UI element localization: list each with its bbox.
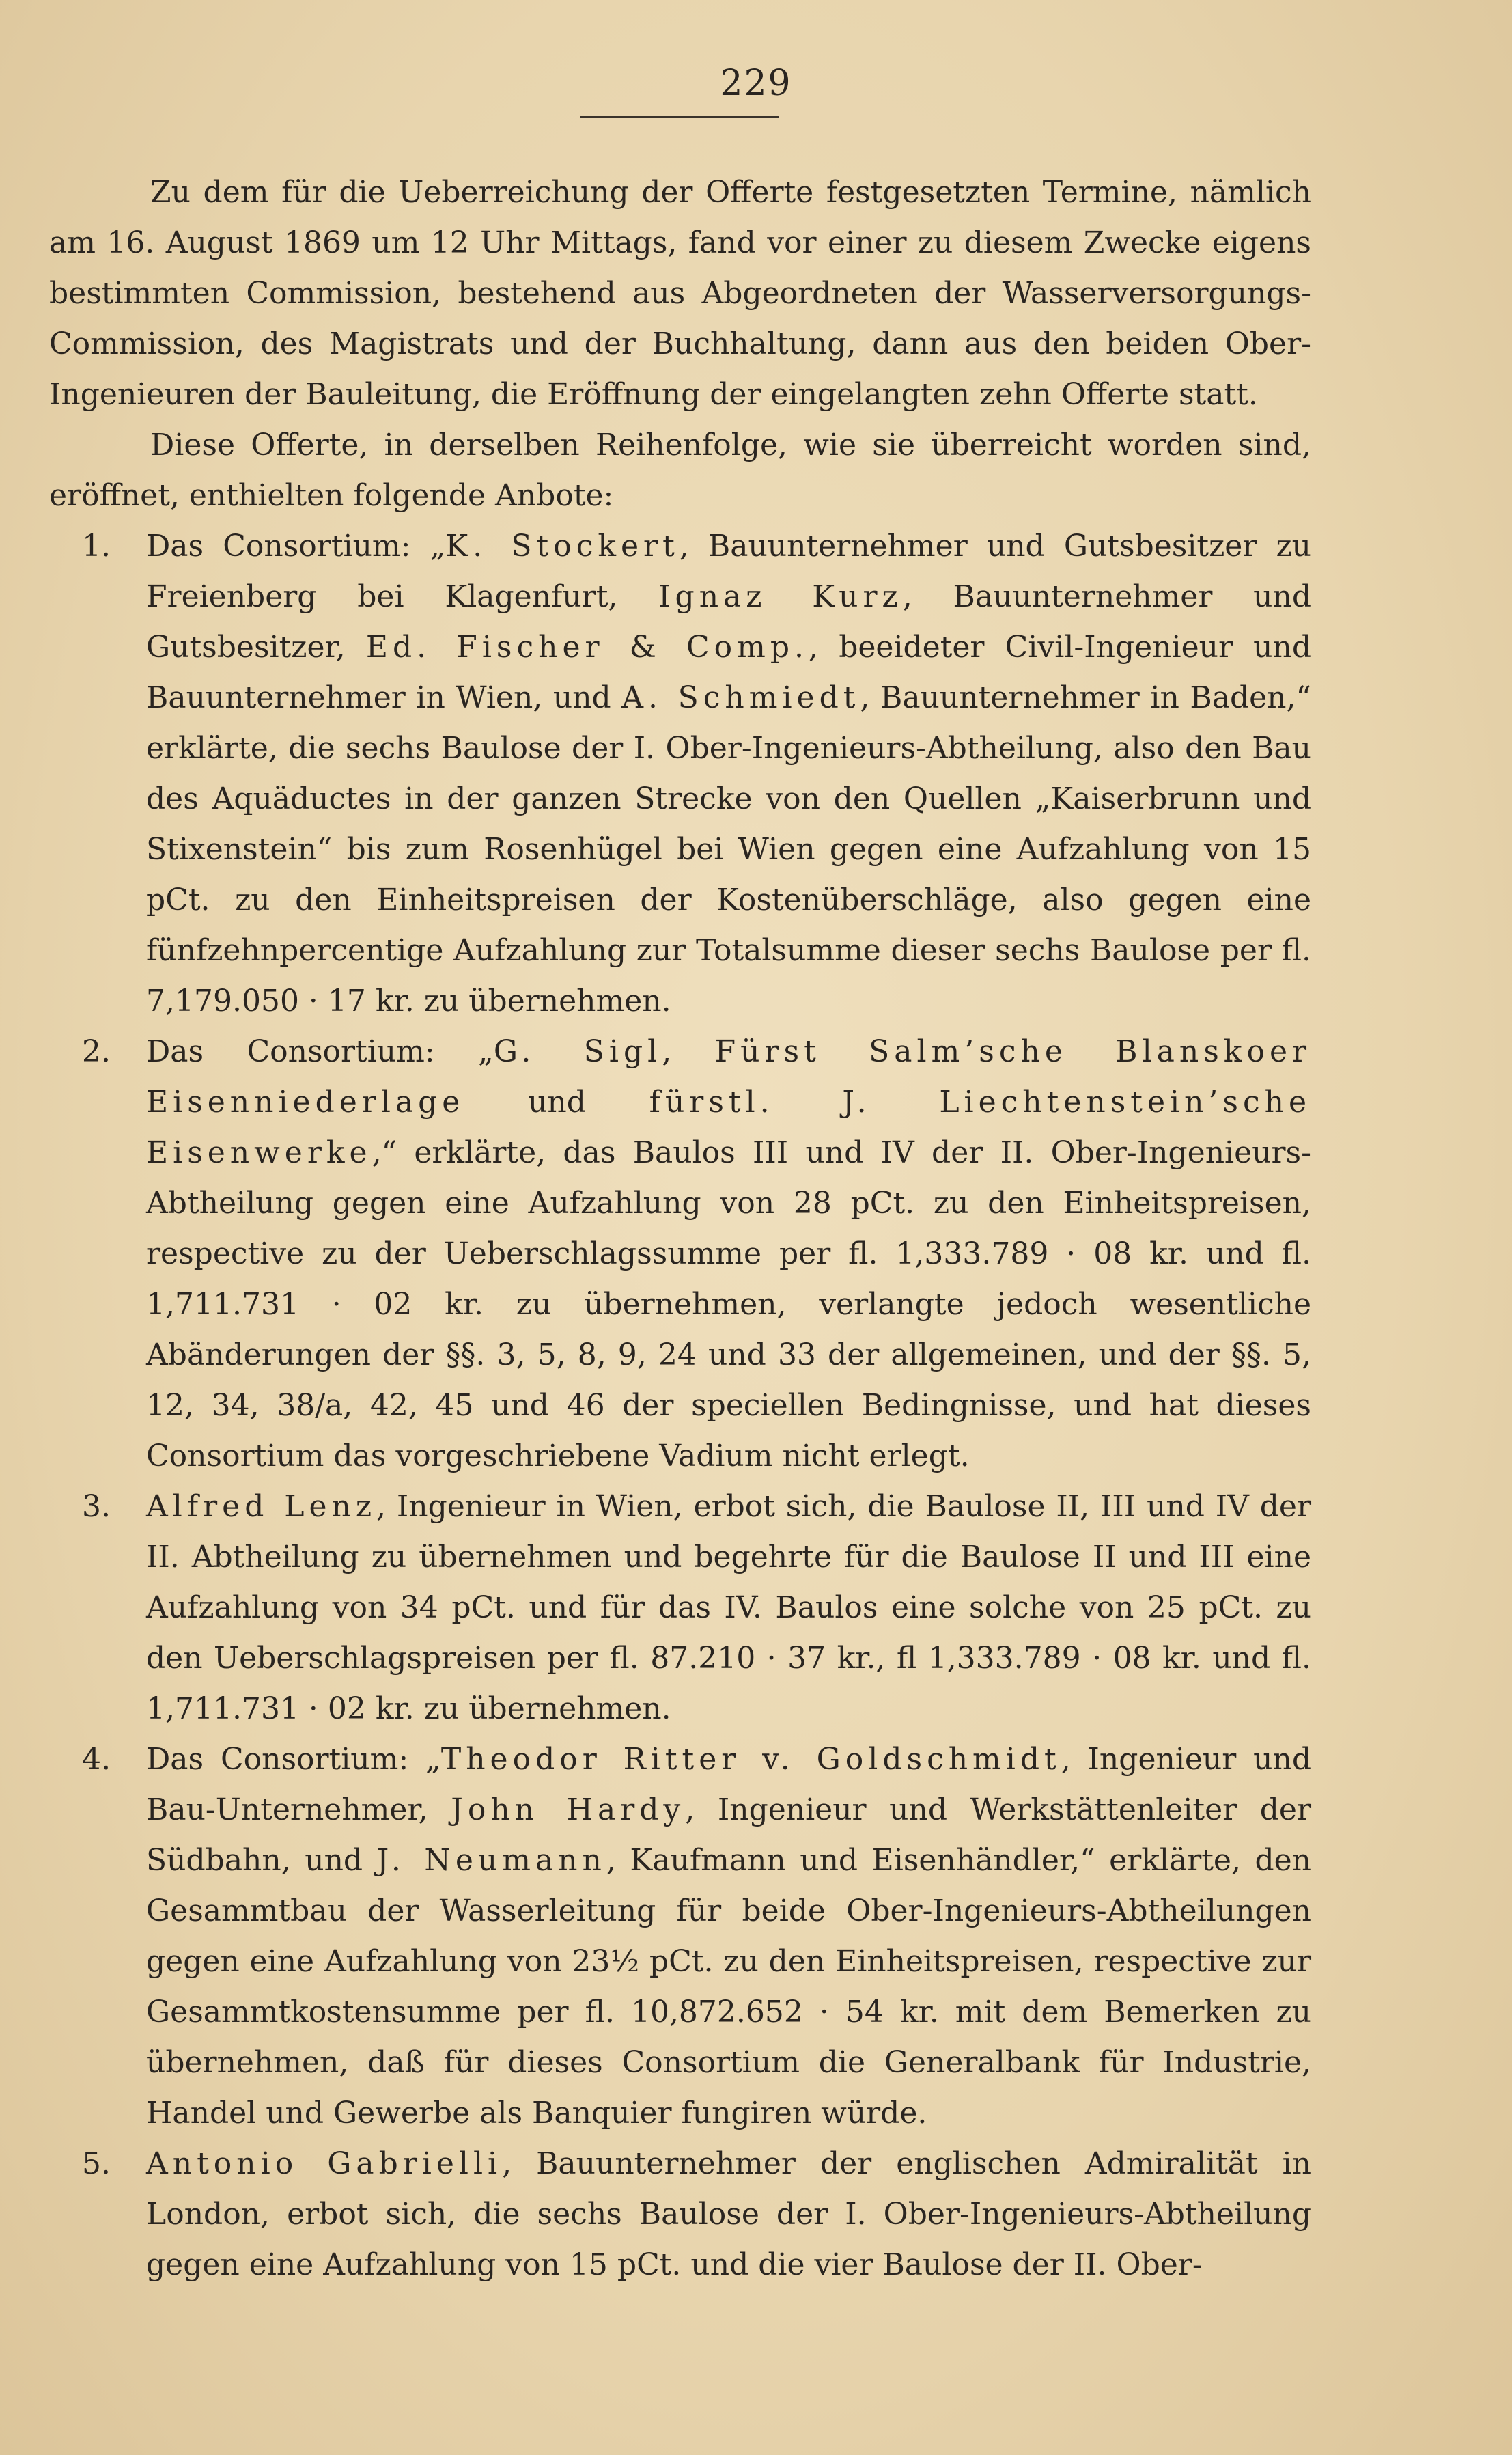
item-text: Das Consortium: „ <box>146 1742 441 1777</box>
item-text: , Ingenieur und Werkstättenleiter der Südbahn, und <box>146 1792 1311 1878</box>
item-number: 3. <box>82 1489 111 1524</box>
item-number: 2. <box>82 1034 111 1069</box>
offer-item <box>49 1482 1311 1734</box>
paragraph: Diese Offerte, in derselben Reihenfolge, wie sie überreicht worden sind, eröffnet, enthielten folgende Anbote: <box>49 428 1311 513</box>
item-text: ,“ erklärte, das Baulos III und IV der II. Ober-Ingenieurs-Abtheilung gegen eine Aufzahlung von 28 pCt. zu den Einheitspreisen, respective zu der Ueberschlagssumme per fl. 1,333.789 · 08 kr. und fl. 1,711.731 · 02 kr. zu übernehmen, verlangte jedoch wesentliche Abänderungen der §§. 3, 5, 8, 9, 24 und 33 der allgemeinen, und der §§. 5, 12, 34, 38/a, 42, 45 und 46 der speciellen Bedingnisse, und hat dieses Consortium das vorgeschriebene Vadium nicht erlegt. <box>146 1135 1311 1473</box>
item-text: und <box>464 1085 649 1120</box>
item-text: , <box>662 1034 715 1069</box>
spaced-name: K. Stockert <box>445 529 680 564</box>
item-text: Das Consortium: „ <box>146 1034 494 1069</box>
header-rule <box>580 116 779 118</box>
item-number: 4. <box>82 1742 111 1777</box>
item-text: , Ingenieur und Bau-Unternehmer, <box>146 1742 1312 1827</box>
page-number: 229 <box>720 63 792 104</box>
paragraph: Zu dem für die Ueberreichung der Offerte festgesetzten Termine, nämlich am 16. August 1869 um 12 Uhr Mittags, fand vor einer zu diesem Zwecke eigens bestimmten Commission, bestehend aus Abgeordneten der Wasserversorgungs-Commission, des Magistrats und der Buchhaltung, dann aus den beiden Ober-Ingenieuren der Bauleitung, die Eröffnung der eingelangten zehn Offerte statt. <box>49 175 1311 412</box>
item-text: , Kaufmann und Eisenhändler,“ erklärte, den Gesammtbau der Wasserleitung für beide Ober-Ingenieurs-Abtheilungen gegen eine Aufzahlung von 23½ pCt. zu den Einheitspreisen, respective zur Gesammtkostensumme per fl. 10,872.652 · 54 kr. mit dem Bemerken zu übernehmen, daß für dieses Consortium die Generalbank für Industrie, Handel und Gewerbe als Banquier fungiren würde. <box>146 1843 1312 2131</box>
offer-item <box>49 521 1311 1027</box>
spaced-name: fürstl. J. Liechtenstein’sche Eisenwerke <box>146 1085 1311 1170</box>
spaced-name: J. Neumann <box>376 1843 606 1878</box>
item-text: , Bauunternehmer der englischen Admiralität in London, erbot sich, die sechs Baulose der I. Ober-Ingenieurs-Abtheilung gegen eine Aufzahlung von 15 pCt. und die vier Baulose der II. Ober- <box>146 2146 1311 2282</box>
item-text: Das Consortium: „ <box>146 529 446 564</box>
spaced-name: Ed. Fischer & Comp. <box>365 630 809 665</box>
spaced-name: A. Schmiedt <box>621 680 860 715</box>
item-text: , Ingenieur in Wien, erbot sich, die Baulose II, III und IV der II. Abtheilung zu übernehmen und begehrte für die Baulose II und III eine Aufzahlung von 34 pCt. und für das IV. Baulos eine solche von 25 pCt. zu den Ueberschlagspreisen per fl. 87.210 · 37 kr., fl 1,333.789 · 08 kr. und fl. 1,711.731 · 02 kr. zu übernehmen. <box>146 1489 1312 1726</box>
item-text: , Bauunternehmer und Gutsbesitzer, <box>146 579 1311 665</box>
item-number: 1. <box>82 529 111 564</box>
spaced-name: Alfred Lenz <box>146 1489 377 1524</box>
spaced-name: Theodor Ritter v. Goldschmidt <box>440 1742 1061 1777</box>
offer-item <box>49 1027 1311 1482</box>
item-number: 5. <box>82 2146 111 2181</box>
spaced-name: Ignaz Kurz <box>658 579 903 614</box>
offer-list <box>49 521 1311 2290</box>
body-text <box>49 167 1311 2290</box>
item-text: , beeideter Civil-Ingenieur und Bauunternehmer in Wien, und <box>146 630 1311 715</box>
spaced-name: Antonio Gabrielli <box>146 2146 503 2181</box>
item-text: , Bauunternehmer und Gutsbesitzer zu Freienberg bei Klagenfurt, <box>146 529 1312 614</box>
spaced-name: G. Sigl <box>493 1034 662 1069</box>
item-text: , Bauunternehmer in Baden,“ erklärte, die sechs Baulose der I. Ober-Ingenieurs-Abtheilung, also den Bau des Aquäductes in der ganzen Strecke von den Quellen „Kaiserbrunn und Stixenstein“ bis zum Rosenhügel bei Wien gegen eine Aufzahlung von 15 pCt. zu den Einheitspreisen der Kostenüberschläge, also gegen eine fünfzehnpercentige Aufzahlung zur Totalsumme dieser sechs Baulose per fl. 7,179.050 · 17 kr. zu übernehmen. <box>146 680 1311 1018</box>
offer-item <box>49 1734 1311 2139</box>
spaced-name: John Hardy <box>451 1792 686 1827</box>
spaced-name: Fürst Salm’sche Blanskoer Eisenniederlage <box>146 1034 1312 1120</box>
offer-item <box>49 2139 1311 2290</box>
